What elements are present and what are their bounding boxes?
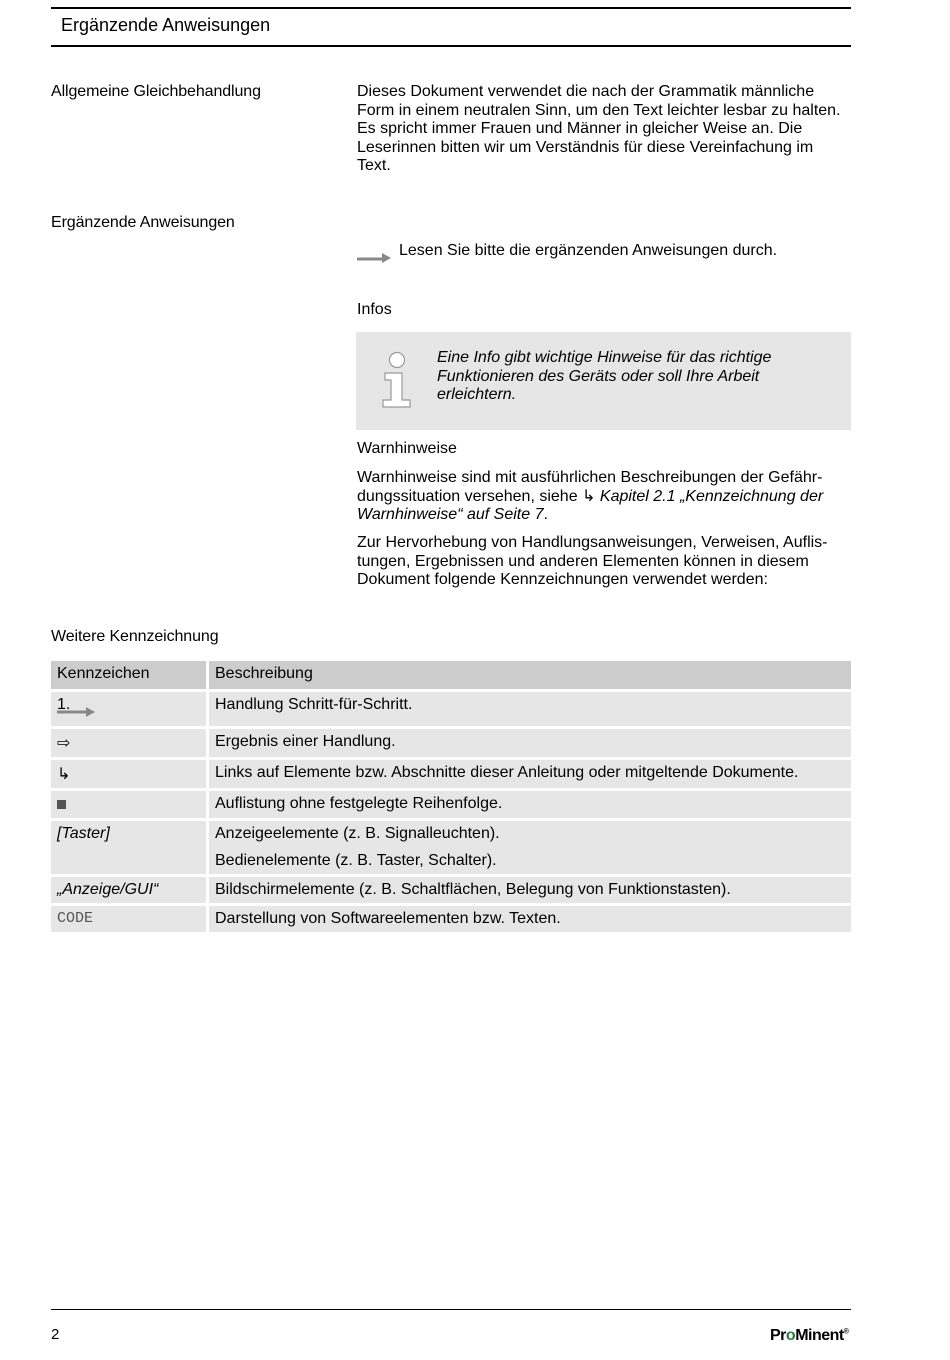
step-arrow-icon: [57, 706, 97, 718]
highlight-text: Zur Hervorhebung von Handlungsanweisungen, Verweisen, Auflistungen, Ergebnissen und anderen Elementen können in diesem Dokument folgende Kennzeichnungen verwendet werden:: [357, 534, 828, 588]
prominent-logo: [770, 1327, 848, 1345]
gui-mark: „Anzeige/GUI“: [51, 877, 209, 903]
marks-table: [51, 658, 851, 935]
warnings-text-start: Warnhinweise sind mit ausführlichen Beschreibungen der Gefährdungssituation versehen, siehe: [357, 469, 823, 505]
equal-treatment-heading: Allgemeine Gleichbehandlung: [51, 83, 261, 100]
table-row: [51, 729, 851, 757]
table-row: [51, 821, 851, 874]
table-row: [51, 791, 851, 818]
link-hand-icon: ↳: [51, 760, 209, 788]
square-bullet-icon: [57, 800, 66, 809]
logo-accent-o: o: [785, 1327, 796, 1344]
info-panel: [356, 332, 851, 430]
result-arrow-icon: ⇨: [51, 729, 209, 757]
list-description: Auflistung ohne festgelegte Reihenfolge.: [209, 791, 851, 818]
link-description: Links auf Elemente bzw. Abschnitte dieser Anleitung oder mitgeltende Dokumente.: [209, 760, 851, 788]
code-mark: CODE: [51, 906, 209, 932]
taster-description-controls: Bedienelemente (z. B. Taster, Schalter).: [215, 852, 497, 869]
footer-rule: [51, 1309, 851, 1310]
table-row: [51, 760, 851, 788]
step-number: 1.: [57, 696, 71, 713]
instruction-arrow-icon: [357, 250, 393, 264]
equal-treatment-text: Dieses Dokument verwendet die nach der Grammatik männliche Form in einem neutralen Sinn, um den Text leichter lesbar zu halten. Es spricht immer Frauen und Männer in gleicher Weise an. Die Leserinnen bitten wir um Verständnis für diese Vereinfachung im Text.: [357, 83, 841, 174]
column-header-description: Beschreibung: [209, 661, 851, 689]
table-row: [51, 906, 851, 932]
gui-description: Bildschirmelemente (z. B. Schaltflächen, Belegung von Funktionstasten).: [209, 877, 851, 903]
taster-description-display: Anzeigeelemente (z. B. Signalleuchten).: [215, 825, 500, 842]
header-bottom-rule: [51, 45, 851, 47]
logo-registered-mark: ®: [843, 1328, 849, 1336]
link-ref-icon: ↳: [582, 487, 600, 505]
step-description: Handlung Schritt-für-Schritt.: [209, 692, 851, 726]
list-square-cell: [51, 791, 209, 818]
warnings-text: [357, 469, 851, 525]
further-marks-heading: Weitere Kennzeichnung: [51, 628, 219, 645]
taster-description-cell: [209, 821, 851, 874]
logo-part-1: Pr: [770, 1327, 786, 1344]
code-description: Darstellung von Softwareelementen bzw. Texten.: [209, 906, 851, 932]
warnings-text-end: .: [543, 506, 548, 523]
logo-part-2: Minent: [795, 1327, 844, 1344]
step-mark-cell: [51, 692, 209, 726]
table-header-row: [51, 661, 851, 689]
header-top-rule: [51, 7, 851, 9]
info-icon: [380, 351, 414, 409]
page-number: 2: [51, 1326, 60, 1343]
warnings-chapter-link[interactable]: Kapitel 2.1 „Kennzeichnung der Warnhinweise“ auf Seite 7: [357, 487, 824, 523]
table-row: [51, 877, 851, 903]
instruction-text: Lesen Sie bitte die ergänzenden Anweisungen durch.: [399, 242, 778, 259]
infos-heading: Infos: [357, 301, 392, 318]
taster-mark: [Taster]: [51, 821, 209, 874]
warnings-heading: Warnhinweise: [357, 440, 457, 457]
page-title: Ergänzende Anweisungen: [61, 15, 271, 35]
result-description: Ergebnis einer Handlung.: [209, 729, 851, 757]
column-header-mark: Kennzeichen: [51, 661, 209, 689]
info-text: Eine Info gibt wichtige Hinweise für das richtige Funktionieren des Geräts oder soll Ihre Arbeit erleichtern.: [437, 349, 772, 403]
supplementary-heading: Ergänzende Anweisungen: [51, 214, 235, 231]
table-row: [51, 692, 851, 726]
